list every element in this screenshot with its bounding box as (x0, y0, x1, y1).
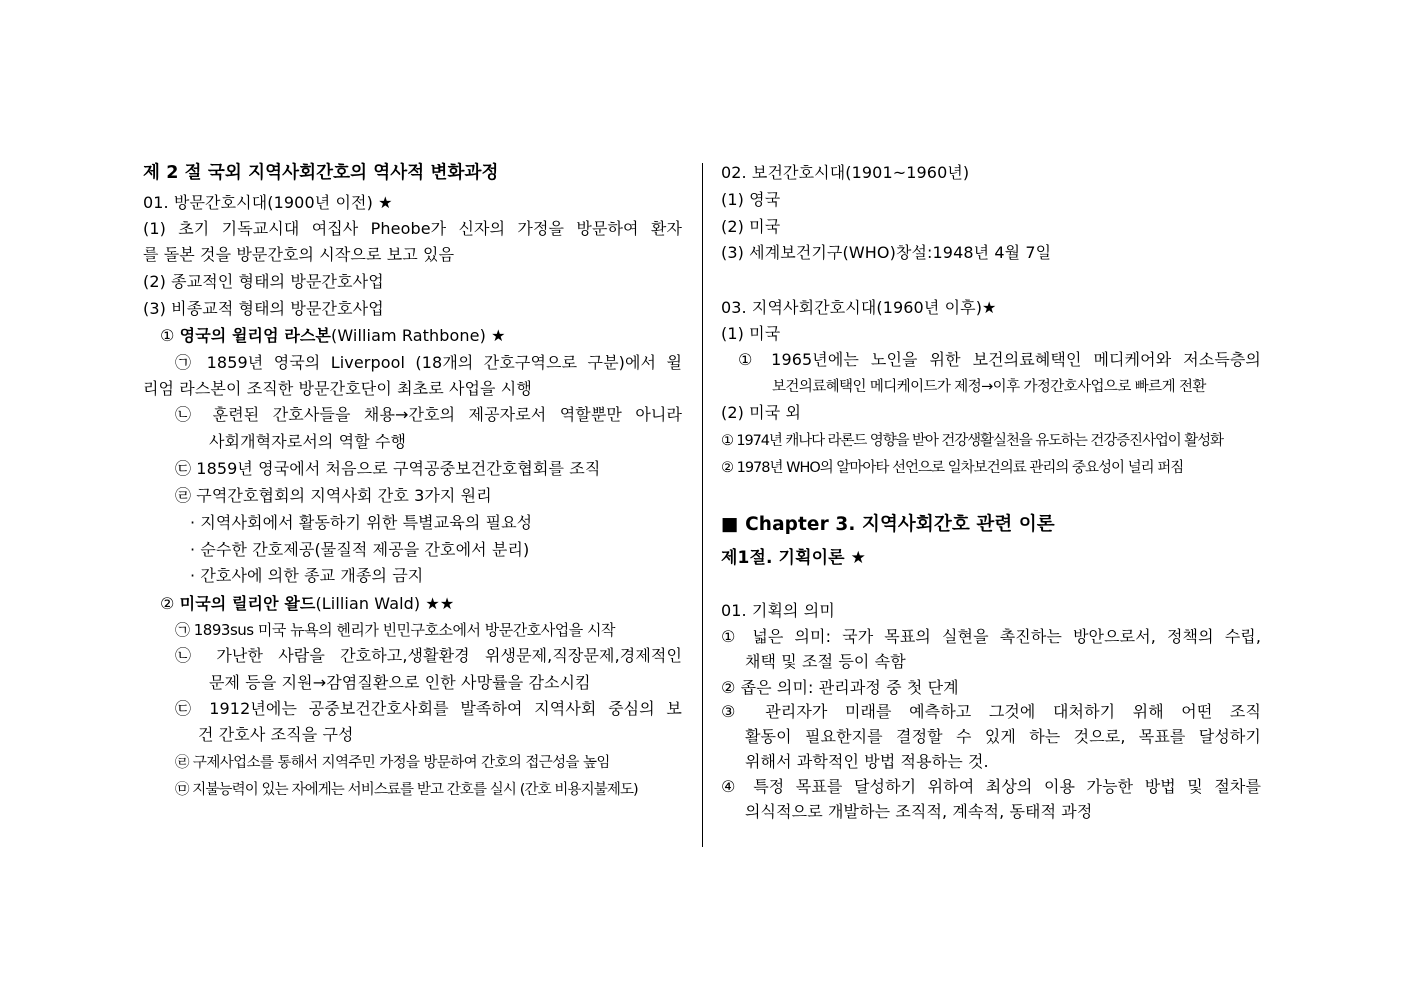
s02-2: (2) 미국 (721, 217, 781, 236)
s02-1: (1) 영국 (721, 190, 781, 209)
r3: ㉢ 1859년 영국에서 처음으로 구역공중보건간호협회를 조직 (175, 459, 601, 478)
r4b: · 순수한 간호제공(물질적 제공을 간호에서 분리) (190, 540, 530, 559)
p01-title: 01. 기획의 의미 (721, 601, 835, 620)
column-divider (702, 163, 703, 847)
rathbone-name: 영국의 윌리엄 라스본 (179, 326, 331, 345)
r4a: · 지역사회에서 활동하기 위한 특별교육의 필요성 (190, 513, 533, 532)
s03-title: 03. 지역사회간호시대(1960년 이후)★ (721, 298, 997, 317)
p4b: 의식적으로 개발하는 조직적, 계속적, 동태적 과정 (745, 802, 1093, 821)
r2b: 사회개혁자로서의 역할 수행 (209, 432, 407, 451)
w3b: 건 간호사 조직을 구성 (198, 725, 354, 744)
s03-1: (1) 미국 (721, 324, 781, 343)
r1b: 리엄 라스본이 조직한 방문간호단이 최초로 사업을 시행 (143, 379, 532, 398)
wald-heading (160, 593, 454, 615)
p1a: ① 넓은 의미: 국가 목표의 실현을 촉진하는 방안으로서, 정책의 수립, (721, 627, 1261, 646)
p3c: 위해서 과학적인 방법 적용하는 것. (745, 752, 989, 771)
l1b: 를 돌본 것을 방문간호의 시작으로 보고 있음 (143, 245, 455, 264)
l2: (2) 종교적인 형태의 방문간호사업 (143, 272, 384, 291)
w3a: ㉢ 1912년에는 공중보건간호사회를 발족하여 지역사회 중심의 보 (175, 699, 682, 718)
s02-title: 02. 보건간호시대(1901~1960년) (721, 163, 970, 182)
r1a: ㉠ 1859년 영국의 Liverpool (18개의 간호구역으로 구분)에서 윌 (175, 353, 682, 372)
r4c: · 간호사에 의한 종교 개종의 금지 (190, 566, 424, 585)
w2b: 문제 등을 지원→감염질환으로 인한 사망률을 감소시킴 (209, 673, 591, 692)
p4a: ④ 특정 목표를 달성하기 위하여 최상의 이용 가능한 방법 및 절차를 (721, 777, 1261, 796)
chapter-title: ■ Chapter 3. 지역사회간호 관련 이론 (721, 514, 1055, 535)
wald-rest: (Lillian Wald) ★★ (315, 594, 455, 613)
w4: ㉣ 구제사업소를 통해서 지역주민 가정을 방문하여 간호의 접근성을 높임 (175, 755, 610, 771)
w2a: ㉡ 가난한 사람을 간호하고,생활환경 위생문제,직장문제,경제적인 (175, 646, 682, 665)
p3b: 활동이 필요한지를 결정할 수 있게 하는 것으로, 목표를 달성하기 (745, 727, 1261, 746)
s02-3: (3) 세계보건기구(WHO)창설:1948년 4월 7일 (721, 243, 1052, 262)
rathbone-num: ① (160, 326, 175, 345)
section-title: 제 2 절 국외 지역사회간호의 역사적 변화과정 (143, 163, 499, 183)
l1a: (1) 초기 기독교시대 여집사 Pheobe가 신자의 가정을 방문하여 환자 (143, 219, 682, 238)
w5: ㉤ 지불능력이 있는 자에게는 서비스료를 받고 간호를 실시 (간호 비용지불제도) (175, 782, 638, 798)
l3: (3) 비종교적 형태의 방문간호사업 (143, 299, 384, 318)
r4: ㉣ 구역간호협회의 지역사회 간호 3가지 원리 (175, 486, 492, 505)
p2: ② 좁은 의미: 관리과정 중 첫 단계 (721, 678, 959, 697)
w1: ㉠ 1893sus 미국 뉴욕의 헨리가 빈민구호소에서 방문간호사업을 시작 (175, 621, 615, 639)
s03-2a: ① 1974년 캐나다 라론드 영향을 받아 건강생활실천을 유도하는 건강증진사업이 활성화 (721, 433, 1223, 449)
r2a: ㉡ 훈련된 간호사들을 채용→간호의 제공자로서 역할뿐만 아니라 (175, 405, 682, 424)
sub-title: 제1절. 기획이론 ★ (721, 548, 866, 568)
wald-num: ② (160, 594, 175, 613)
s03-1b: 보건의료혜택인 메디케이드가 제정→이후 가정간호사업으로 빠르게 전환 (772, 379, 1206, 395)
p3a: ③ 관리자가 미래를 예측하고 그것에 대처하기 위해 어떤 조직 (721, 702, 1261, 721)
s03-2: (2) 미국 외 (721, 403, 802, 422)
s03-1a: ① 1965년에는 노인을 위한 보건의료혜택인 메디케어와 저소득층의 (738, 350, 1261, 369)
s03-2b: ② 1978년 WHO의 알마아타 선언으로 일차보건의료 관리의 중요성이 널리 퍼짐 (721, 460, 1184, 476)
wald-name: 미국의 릴리안 왈드 (179, 594, 316, 613)
rathbone-heading (160, 325, 506, 347)
rathbone-rest: (William Rathbone) ★ (331, 326, 506, 345)
s01-title: 01. 방문간호시대(1900년 이전) ★ (143, 193, 393, 212)
p1b: 채택 및 조절 등이 속함 (745, 652, 906, 671)
